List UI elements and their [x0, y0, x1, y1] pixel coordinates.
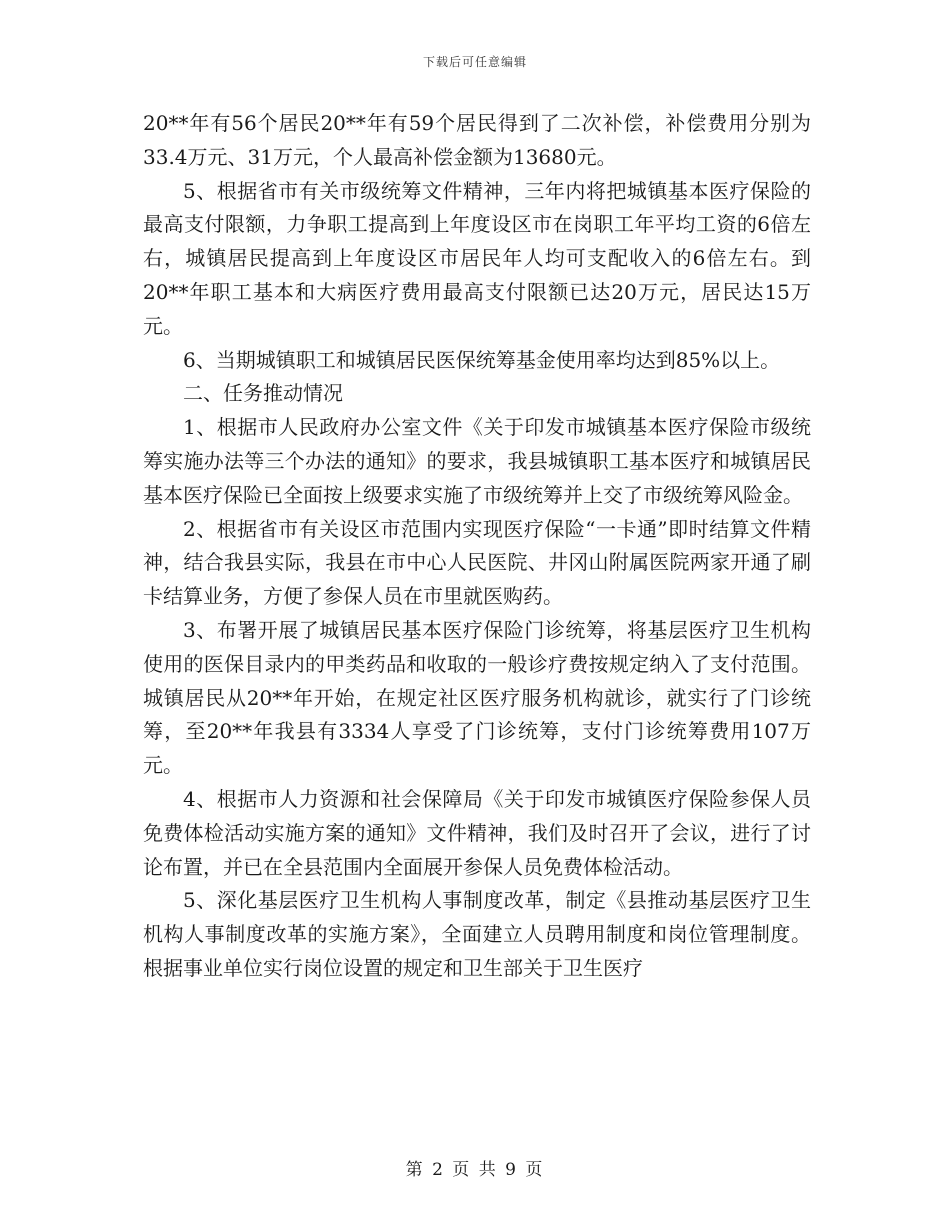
paragraph-task-1: 1、根据市人民政府办公室文件《关于印发市城镇基本医疗保险市级统筹实施办法等三个办法的通知》的要求，我县城镇职工基本医疗和城镇居民基本医疗保险已全面按上级要求实施了市级统筹并上交了市级统筹风险金。: [143, 415, 811, 507]
paragraph-item-5-max-payment: 5、根据省市有关市级统筹文件精神，三年内将把城镇基本医疗保险的最高支付限额，力争职工提高到上年度设区市在岗职工年平均工资的6倍左右，城镇居民提高到上年度设区市居民年人均可支配收入的6倍左右。到20**年职工基本和大病医疗费用最高支付限额已达20万元，居民达15万元。: [143, 178, 811, 338]
page-number-footer: 第 2 页 共 9 页: [405, 1160, 545, 1180]
paragraph-task-3: 3、布署开展了城镇居民基本医疗保险门诊统筹，将基层医疗卫生机构使用的医保目录内的甲类药品和收取的一般诊疗费按规定纳入了支付范围。城镇居民从20**年开始，在规定社区医疗服务机构就诊，就实行了门诊统筹，至20**年我县有3334人享受了门诊统筹，支付门诊统筹费用107万元。: [143, 617, 811, 778]
paragraph-task-2: 2、根据省市有关设区市范围内实现医疗保险“一卡通”即时结算文件精神，结合我县实际，我县在市中心人民医院、井冈山附属医院两家开通了刷卡结算业务，方便了参保人员在市里就医购药。: [143, 516, 811, 609]
page-header: 下载后可任意编辑: [422, 55, 527, 69]
paragraph-task-5: 5、深化基层医疗卫生机构人事制度改革，制定《县推动基层医疗卫生机构人事制度改革的实施方案》，全面建立人员聘用制度和岗位管理制度。根据事业单位实行岗位设置的规定和卫生部关于卫生医疗: [143, 888, 811, 980]
paragraph-task-4: 4、根据市人力资源和社会保障局《关于印发市城镇医疗保险参保人员免费体检活动实施方案的通知》文件精神，我们及时召开了会议，进行了讨论布置，并已在全县范围内全面展开参保人员免费体检活动。: [143, 786, 811, 879]
paragraph-continued: 20**年有56个居民20**年有59个居民得到了二次补偿，补偿费用分别为33.4万元、31万元，个人最高补偿金额为13680元。: [143, 111, 811, 169]
paragraph-item-6-fund-usage: 6、当期城镇职工和城镇居民医保统筹基金使用率均达到85%以上。: [183, 347, 781, 372]
section-heading-task-progress: 二、任务推动情况: [183, 381, 343, 406]
document-body: [143, 107, 811, 986]
